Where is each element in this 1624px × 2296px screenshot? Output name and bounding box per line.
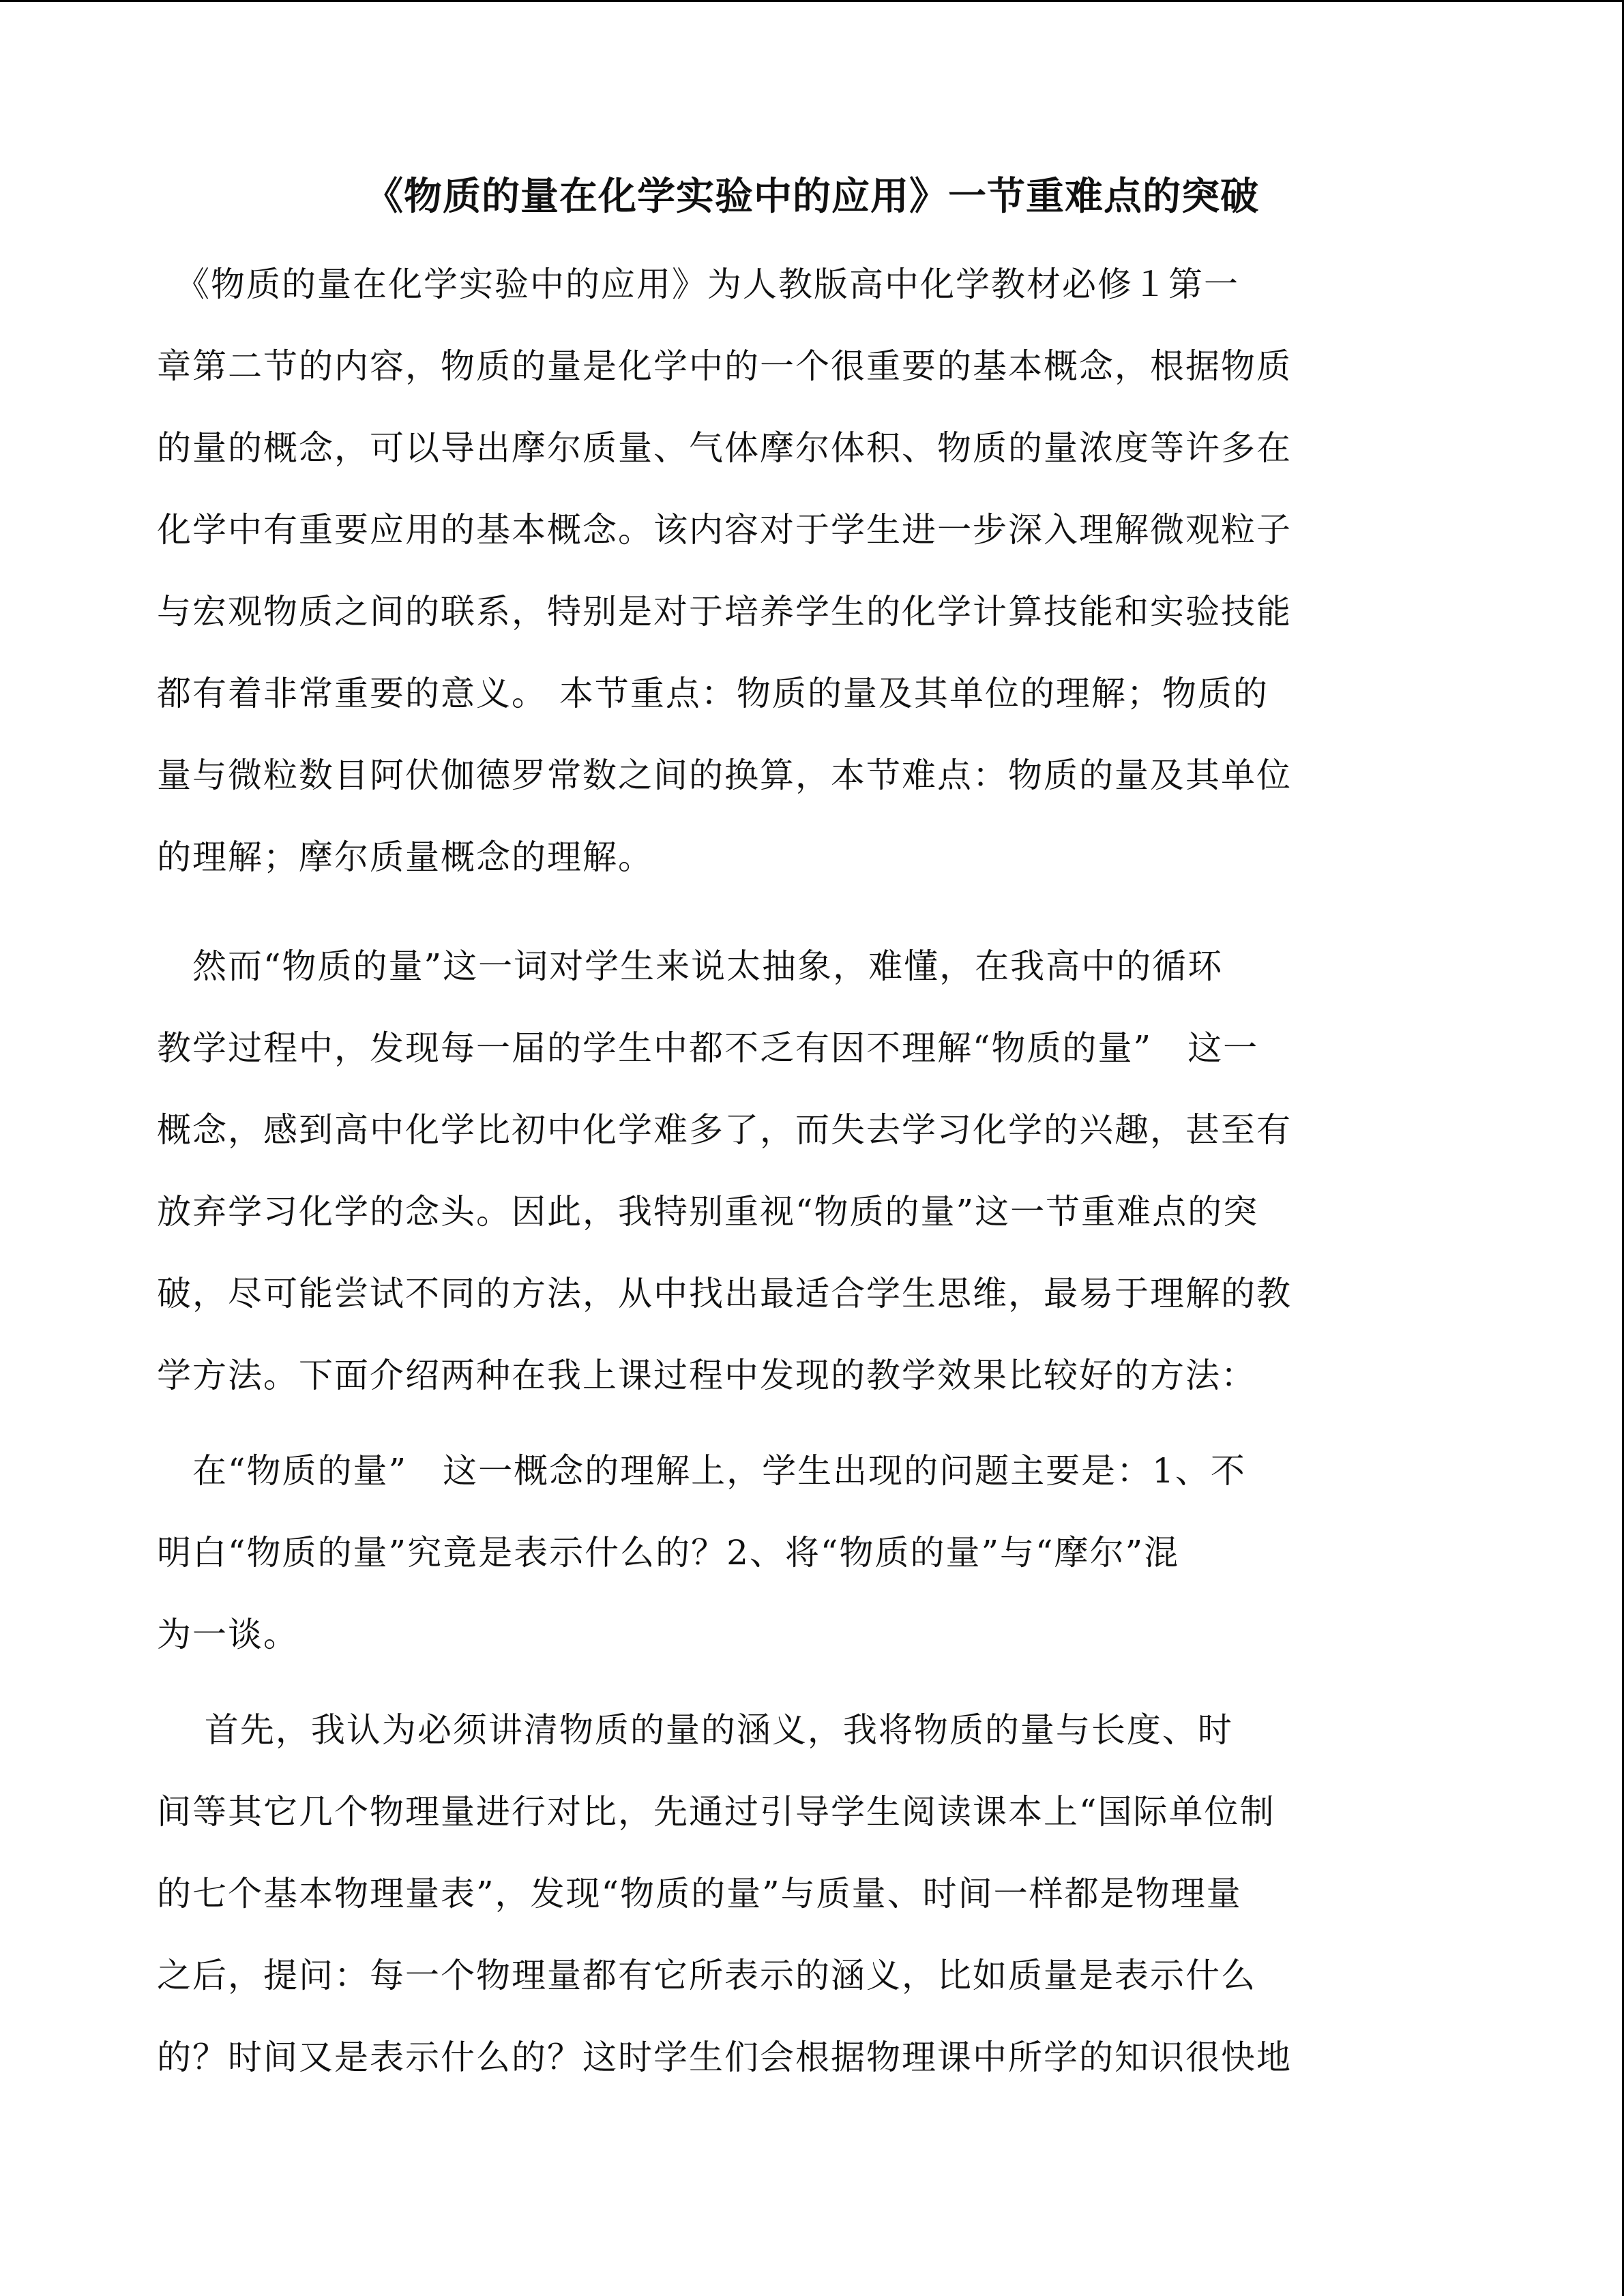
paragraph-line: 然而“物质的量”这一词对学生来说太抽象，难懂，在我高中的循环: [157, 946, 1224, 986]
paragraph-line: 为一谈。: [157, 1615, 299, 1654]
paragraph-line: 与宏观物质之间的联系，特别是对于培养学生的化学计算技能和实验技能: [157, 592, 1292, 631]
paragraph-line: 概念，感到高中化学比初中化学难多了，而失去学习化学的兴趣，甚至有: [157, 1110, 1292, 1150]
paragraph-line: 的理解；摩尔质量概念的理解。: [157, 837, 653, 877]
paragraph-line: 的量的概念，可以导出摩尔质量、气体摩尔体积、物质的量浓度等许多在: [157, 428, 1292, 468]
document-title: 《物质的量在化学实验中的应用》一节重难点的突破: [365, 174, 1259, 219]
paragraph-line: 的？时间又是表示什么的？这时学生们会根据物理课中所学的知识很快地: [157, 2038, 1292, 2077]
paragraph-line: 《物质的量在化学实验中的应用》为人教版高中化学教材必修１第一: [157, 265, 1239, 304]
paragraph-line: 在“物质的量” 这一概念的理解上，学生出现的问题主要是：1、不: [157, 1451, 1246, 1491]
paragraph-line: 之后，提问：每一个物理量都有它所表示的涵义，比如质量是表示什么: [157, 1956, 1256, 1995]
paragraph-line: 的七个基本物理量表”，发现“物质的量”与质量、时间一样都是物理量: [157, 1874, 1242, 1913]
paragraph-line: 化学中有重要应用的基本概念。该内容对于学生进一步深入理解微观粒子: [157, 510, 1292, 550]
paragraph-line: 破，尽可能尝试不同的方法，从中找出最适合学生思维，最易于理解的教: [157, 1274, 1292, 1313]
paragraph-line: 量与微粒数目阿伏伽德罗常数之间的换算，本节难点：物质的量及其单位: [157, 756, 1292, 795]
paragraph-line: 明白“物质的量”究竟是表示什么的？2、将“物质的量”与“摩尔”混: [157, 1533, 1180, 1572]
paragraph-line: 首先，我认为必须讲清物质的量的涵义，我将物质的量与长度、时: [157, 1710, 1233, 1750]
paragraph-line: 学方法。下面介绍两种在我上课过程中发现的教学效果比较好的方法：: [157, 1356, 1256, 1395]
paragraph-line: 教学过程中，发现每一届的学生中都不乏有因不理解“物质的量” 这一: [157, 1028, 1259, 1068]
paragraph-line: 章第二节的内容，物质的量是化学中的一个很重要的基本概念，根据物质: [157, 346, 1292, 386]
paragraph-line: 间等其它几个物理量进行对比，先通过引导学生阅读课本上“国际单位制: [157, 1792, 1275, 1832]
paragraph-line: 都有着非常重要的意义。 本节重点：物质的量及其单位的理解；物质的: [157, 674, 1269, 713]
paragraph-line: 放弃学习化学的念头。因此，我特别重视“物质的量”这一节重难点的突: [157, 1192, 1259, 1232]
